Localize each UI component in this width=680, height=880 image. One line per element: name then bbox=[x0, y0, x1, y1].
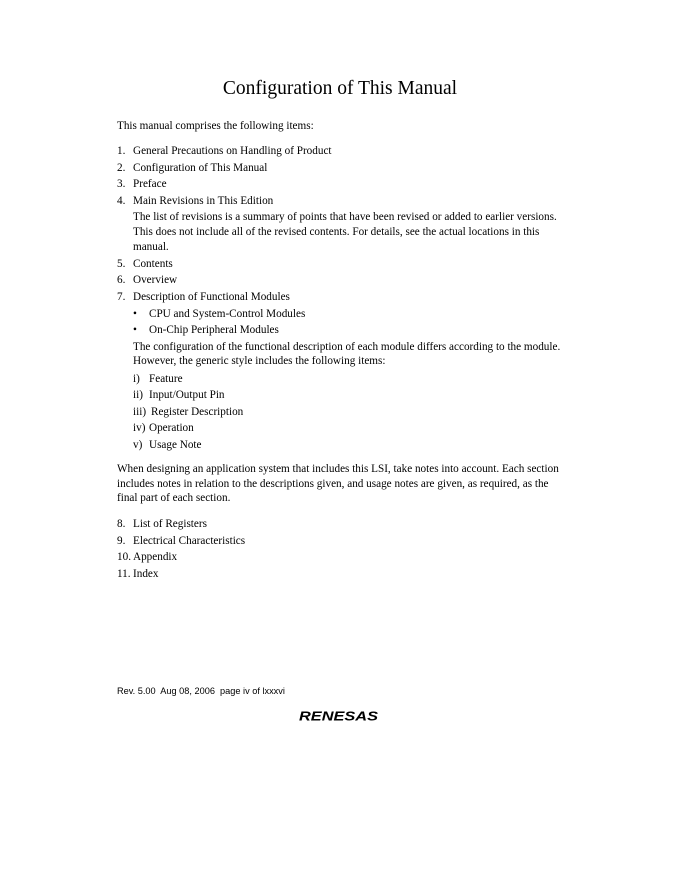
list-item bbox=[117, 257, 567, 274]
item-text: Description of Functional Modules bbox=[133, 290, 290, 303]
item-number: 7. bbox=[117, 290, 126, 303]
roman-number: iii) bbox=[133, 405, 147, 418]
notes-paragraph: When designing an application system that includes this LSI, take notes into account. Each section includes notes in relation to the descriptions given, and usage notes are given, as required, as the final part of each section. bbox=[117, 463, 559, 505]
list-item bbox=[117, 177, 567, 194]
bullet-item bbox=[117, 323, 567, 340]
item-text: General Precautions on Handling of Product bbox=[133, 145, 332, 157]
item-number: 1. bbox=[117, 145, 126, 157]
revisions-description: The list of revisions is a summary of points that have been revised or added to earlier versions. This does not include all of the revised contents. For details, see the actual locations in this manual. bbox=[133, 211, 557, 253]
item-number: 8. bbox=[117, 518, 126, 530]
list-item bbox=[117, 517, 567, 534]
roman-text: Feature bbox=[149, 372, 183, 385]
item-number: 5. bbox=[117, 257, 126, 270]
bullet-text: On-Chip Peripheral Modules bbox=[149, 324, 279, 337]
item-text: List of Registers bbox=[133, 518, 207, 530]
item-number: 9. bbox=[117, 534, 126, 547]
item-number: 3. bbox=[117, 178, 126, 191]
item-text: Preface bbox=[133, 178, 167, 191]
item-text: Configuration of This Manual bbox=[133, 161, 268, 174]
roman-number: v) bbox=[133, 438, 143, 451]
intro-text: This manual comprises the following items: bbox=[117, 120, 314, 132]
item-text: Appendix bbox=[133, 551, 178, 564]
list-item bbox=[117, 144, 567, 161]
item-number: 11. bbox=[117, 567, 131, 580]
item-text: Index bbox=[133, 567, 159, 580]
roman-text: Usage Note bbox=[149, 438, 202, 451]
renesas-logo bbox=[298, 706, 380, 726]
list-item bbox=[117, 550, 567, 567]
page-title: Configuration of This Manual bbox=[222, 78, 458, 99]
bullet-item bbox=[117, 307, 567, 324]
item-text: Electrical Characteristics bbox=[133, 534, 246, 547]
list-item bbox=[117, 567, 567, 584]
item-number: 4. bbox=[117, 194, 126, 207]
roman-number: i) bbox=[133, 372, 140, 385]
item-text: Main Revisions in This Edition bbox=[133, 194, 274, 207]
bullet-icon: • bbox=[133, 324, 137, 337]
list-item bbox=[117, 273, 567, 290]
module-description: The configuration of the functional description of each module differs according to the module. However, the generic style includes the following items: bbox=[133, 340, 561, 368]
logo-text: RENESAS bbox=[299, 709, 379, 724]
list-item bbox=[117, 534, 567, 551]
roman-item bbox=[117, 405, 567, 422]
bullet-text: CPU and System-Control Modules bbox=[149, 307, 306, 320]
roman-item bbox=[117, 421, 567, 438]
contents-list bbox=[117, 144, 567, 454]
contents-list-continued bbox=[117, 517, 567, 583]
revision-date: Aug 08, 2006 bbox=[160, 686, 215, 696]
page-footer bbox=[117, 685, 285, 697]
roman-text: Operation bbox=[149, 422, 194, 435]
roman-number: ii) bbox=[133, 389, 143, 402]
roman-item bbox=[117, 372, 567, 389]
roman-item bbox=[117, 388, 567, 405]
roman-text: Input/Output Pin bbox=[149, 389, 225, 402]
list-item bbox=[117, 290, 567, 307]
revision-label: Rev. 5.00 bbox=[117, 686, 156, 696]
roman-text: Register Description bbox=[151, 405, 244, 418]
list-item bbox=[117, 194, 567, 211]
item-text: Overview bbox=[133, 274, 178, 287]
item-number: 2. bbox=[117, 161, 126, 174]
roman-item bbox=[117, 438, 567, 455]
item-text: Contents bbox=[133, 257, 173, 270]
item-number: 10. bbox=[117, 551, 131, 564]
bullet-icon: • bbox=[133, 307, 137, 320]
item-number: 6. bbox=[117, 274, 126, 287]
list-item bbox=[117, 161, 567, 178]
roman-number: iv) bbox=[133, 422, 146, 435]
page-number: page iv of lxxxvi bbox=[220, 686, 285, 696]
